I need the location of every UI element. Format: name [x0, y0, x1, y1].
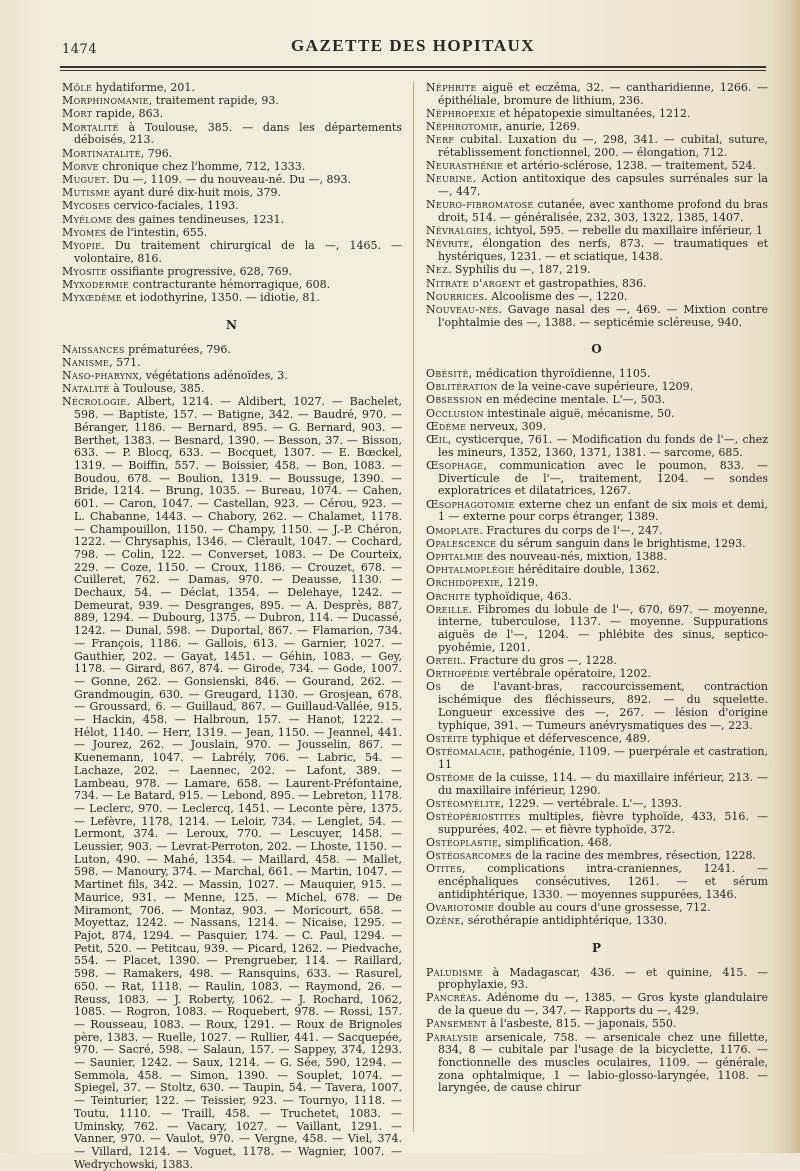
entry-term: Pancréas	[426, 991, 478, 1005]
index-entry	[62, 279, 402, 292]
index-entry	[426, 291, 768, 304]
entry-term: Muguet	[62, 172, 107, 186]
entry-references: . Albert, 1214. — Aldibert, 1027. — Bachelet, 598. — Baptiste, 157. — Batigne, 342. — Baudré, 970. — Béranger, 1186. — Bernard, 895. — G. Bernard, 903. — Berthet, 1383. — Besnard, 1390. — Besson, 37. — Bisson, 633. — P. Blocq, 633. — Bocquet, 1307. — E. Bœckel, 1319. — Boiffin, 557. — Boissier, 458. — Bon, 1083. — Boudou, 678. — Boulion, 1319. — Boussuge, 1390. — Bride, 1214. — Brung, 1035. — Bureau, 1074. — Cahen, 601. — Caron, 1047. — Castellan, 923. — Cérou, 923. — L. Chabanne, 1443. — Chabory, 262. — Chalamet, 1178. — Champouillon, 1150. — Champy, 1150. — J.-P. Chéron, 1222. — Chrysaphis, 1346. — Clérault, 1047. — Cochard, 798. — Colin, 122. — Converset, 1083. — De Courteix, 229. — Coze, 1150. — Croux, 1186. — Crouzet, 678. — Cuilleret, 762. — Damas, 970. — Deausse, 1130. — Dechaux, 54. — Déclat, 1354. — Delehaye, 1242. — Demeurat, 939. — Desgranges, 895. — A. Desprès, 887, 889, 1294. — Dubourg, 1375. — Dubron, 114. — Ducassé, 1242. — Dunal, 598. — Duportal, 867. — Flamarion, 734. — François, 1186. — Gallois, 613. — Garnier, 1027. — Gauthier, 202. — Gayat, 1451. — Géhin, 1083. — Gey, 1178. — Girard, 867, 874. — Girode, 734. — Gode, 1007. — Gonne, 262. — Gonsienski, 846. — Gourand, 262. — Grandmougin, 630. — Greugard, 1130. — Grosjean, 678. — Groussard, 6. — Guillaud, 867. — Guillaud-Vallée, 915. — Hackin, 458. — Halbroun, 157. — Hanot, 1222. — Hélot, 1140. — Herr, 1319. — Jean, 1150. — Jeannel, 441. — Jourez, 262. — Jouslain, 970. — Jousselin, 867. — Kuenemann, 1047. — Labrély, 706. — Labric, 54. — Lachaze, 202. — Laennec, 202. — Lafont, 389. — Lambeau, 978. — Lamare, 658. — Laurent-Préfontaine, 734. — Le Batard, 915. — Lebond, 895. — Lebreton, 1178. — Leclerc, 970. — Leclercq, 1451. — Leconte père, 1375. — Lefèvre, 1178, 1214. — Leloir, 734. — Lenglet, 54. — Lermont, 374. — Leroux, 770. — Lescuyer, 1458. — Leussier, 903. — Levrat-Perroton, 202. — Lhoste, 1150. — Luton, 490. — Mahé, 1354. — Maillard, 458. — Mallet, 598. — Manoury, 374. — Marchal, 661. — Martin, 1047. — Martinet fils, 342. — Massin, 1027. — Mauquier, 915. — Maurice, 931. — Menne, 125. — Michel, 678. — De Miramont, 706. — Montaz, 903. — Moricourt, 658. — Moyettaz, 1242. — Nassans, 1214. — Nicaise, 1295. — Pajot, 874, 1294. — Pasquier, 174. — C. Paul, 1294. — Petit, 520. — Petitcau, 939. — Picard, 1262. — Piedvache, 554. — Placet, 1390. — Prengrueber, 114. — Raillard, 598. — Ramakers, 498. — Ransquins, 633. — Rasurel, 650. — Rat, 1118. — Raulin, 1083. — Raymond, 26. — Reuss, 1083. — J. Roberty, 1062. — J. Rochard, 1062, 1085. — Rogron, 1083. — Roquebert, 978. — Rossi, 157. — Rousseau, 1083. — Roux, 1291. — Roux de Brignoles père, 1383. — Ruelle, 1027. — Rullier, 441. — Sacquepée, 970. — Sacré, 598. — Salaun, 157. — Sappey, 374, 1293. — Saunier, 1242. — Saux, 1214. — G. Sée, 590, 1294. — Semmola, 458. — Simon, 1390. — Souplet, 1074. — Spiegel, 37. — Stoltz, 630. — Taupin, 54. — Tavera, 1007. — Teinturier, 122. — Teissier, 923. — Tournyo, 1118. — Toutu, 1110. — Traill, 458. — Truchetet, 1083. — Uminsky, 762. — Vacary, 1027. — Vaillant, 1291. — Vanner, 970. — Vaulot, 970. — Vergne, 458. — Viel, 374. — Villard, 1214. — Voguet, 1178. — Wagnier, 1007. — Wedrychowski, 1383.	[74, 395, 402, 1171]
entry-term: Névrite	[426, 237, 470, 251]
entry-term: Mutisme	[62, 186, 111, 200]
index-entry	[426, 225, 768, 238]
entry-term: Nez	[426, 263, 448, 277]
entry-term: Ovariotomie	[426, 900, 495, 914]
entry-term: Ostéomyélite	[426, 796, 501, 810]
entry-term: Ostéoplastie	[426, 835, 499, 849]
entry-term: Mortinatalité	[62, 146, 141, 160]
index-entry	[62, 187, 402, 200]
entry-references: , 571.	[109, 355, 141, 369]
entry-term: Nécrologie	[62, 395, 127, 409]
entry-term: Môle	[62, 81, 93, 94]
index-column-left	[62, 81, 402, 1171]
entry-references: externe chez un enfant de six mois et demi, 1 — externe pour corps étranger, 1389.	[438, 497, 768, 524]
index-entry	[426, 408, 768, 421]
index-entry	[426, 304, 768, 329]
entry-term: Naissances	[62, 342, 125, 356]
section-letter: N	[226, 317, 238, 332]
entry-references: vertébrale opératoire, 1202.	[489, 667, 652, 681]
entry-references: , complications intra-craniennes, 1241. — encéphaliques consécutives, 1261. — et sérum antidiphtérique, 1330. — moyennes suppurées, 1346.	[438, 862, 768, 901]
entry-term: Obésité	[426, 367, 469, 381]
index-entry	[426, 863, 768, 901]
index-entry	[426, 902, 768, 915]
entry-references: . Action antitoxique des capsules surrénales sur la —, 447.	[438, 172, 768, 199]
entry-references: cubital. Luxation du —, 298, 341. — cubital, suture, rétablissement fonctionnel, 200. — élongation, 712.	[438, 133, 768, 160]
entry-references: à Madagascar, 436. — et quinine, 415. — prophylaxie, 93.	[438, 965, 768, 992]
entry-term: Orchite	[426, 589, 471, 603]
entry-references: nerveux, 309.	[466, 419, 547, 433]
index-entry	[426, 967, 768, 992]
entry-references: . Fractures du corps de l'—, 247.	[479, 523, 663, 537]
index-entry	[62, 383, 402, 396]
index-entry	[426, 434, 768, 459]
entry-term: Nanisme	[62, 355, 110, 369]
entry-term: Ostéite	[426, 731, 469, 745]
header-rule	[60, 66, 766, 68]
entry-references: , 1219.	[499, 576, 539, 590]
index-entry	[426, 551, 768, 564]
entry-term: Ozène	[426, 914, 461, 928]
entry-term: Myosite	[62, 264, 108, 278]
index-entry	[62, 370, 402, 383]
entry-term: Otites	[426, 862, 462, 876]
entry-term: Morphinomanie	[62, 94, 149, 108]
index-entry	[426, 837, 768, 850]
entry-references: rapide, 863.	[92, 107, 164, 121]
entry-term: Néphrotomie	[426, 120, 499, 134]
entry-references: à l'asbeste, 815. — japonais, 550.	[486, 1017, 677, 1031]
entry-term: Os	[426, 680, 442, 694]
running-title: GAZETTE DES HOPITAUX	[290, 36, 536, 55]
entry-term: Obsession	[426, 393, 483, 407]
entry-references: à Toulouse, 385.	[109, 382, 205, 396]
entry-references: , pathogénie, 1109. — puerpérale et castration, 11	[438, 744, 768, 771]
entry-references: et gastropathies, 836.	[520, 276, 647, 290]
entry-term: Oreille	[426, 602, 469, 616]
entry-references: héréditaire double, 1362.	[514, 563, 660, 577]
entry-references: des gaines tendineuses, 1231.	[112, 212, 284, 226]
index-entry	[426, 264, 768, 277]
entry-term: Œsophage	[426, 458, 484, 472]
index-entry	[426, 394, 768, 407]
entry-references: chronique chez l'homme, 712, 1333.	[98, 159, 306, 173]
entry-references: , traitement rapide, 93.	[148, 94, 279, 108]
entry-term: Omoplate	[426, 523, 480, 537]
entry-references: , simplification, 468.	[498, 835, 612, 849]
index-entry	[426, 421, 768, 434]
entry-term: Myomes	[62, 225, 107, 239]
index-entry	[62, 227, 402, 240]
entry-term: Névralgies	[426, 224, 489, 238]
entry-term: Œil	[426, 433, 448, 447]
index-entry	[62, 214, 402, 227]
index-entry	[62, 95, 402, 108]
entry-term: Ostéopériostites	[426, 809, 521, 823]
entry-term: Néphrite	[426, 81, 477, 94]
entry-references: , cysticerque, 761. — Modification du fonds de l'—, chez les mineurs, 1352, 1360, 1371, 1381. — sarcome, 685.	[438, 433, 768, 459]
entry-term: Neurine	[426, 172, 473, 186]
index-entry	[426, 915, 768, 928]
page-header	[60, 24, 766, 64]
entry-term: Nourrices	[426, 289, 485, 303]
index-entry	[426, 811, 768, 836]
entry-references: . Du traitement chirurgical de la —, 1465. — volontaire, 816.	[74, 238, 402, 265]
entry-references: , élongation des nerfs, 873. — traumatiques et hystériques, 1231. — et sciatique, 1438.	[438, 237, 768, 264]
entry-references: . Alcoolisme des —, 1220.	[484, 289, 628, 303]
entry-references: de la cuisse, 114. — du maxillaire inférieur, 213. — du maxillaire inférieur, 1290.	[438, 770, 768, 797]
section-letter: P	[591, 940, 603, 955]
entry-references: typhique et défervescence, 489.	[468, 731, 651, 745]
entry-term: Orchidopexie	[426, 576, 500, 590]
entry-references: de l'intestin, 655.	[106, 225, 208, 239]
index-entry	[426, 850, 768, 863]
page-number: 1474	[62, 42, 98, 57]
entry-term: Œdème	[426, 419, 467, 433]
index-entry	[62, 240, 402, 265]
entry-references: . Gavage nasal des —, 469. — Mixtion contre l'ophtalmie des —, 1388. — septicémie scléreuse, 940.	[438, 302, 768, 329]
index-entry	[426, 381, 768, 394]
entry-term: Ostéosarcomes	[426, 849, 512, 863]
index-entry	[426, 460, 768, 498]
entry-term: Nerf	[426, 133, 455, 147]
entry-term: Ophtalmoplégie	[426, 563, 515, 577]
entry-term: Opalescence	[426, 536, 497, 550]
index-entry	[62, 174, 402, 187]
index-entry	[426, 134, 768, 159]
entry-references: contracturante hémorragique, 608.	[129, 278, 331, 292]
index-entry	[426, 160, 768, 173]
entry-term: Ostéome	[426, 770, 475, 784]
index-entry	[426, 1018, 768, 1031]
index-entry	[426, 1032, 768, 1096]
entry-references: aiguë et eczéma, 32. — cantharidienne, 1266. — épithéliale, bromure de lithium, 236.	[438, 81, 768, 107]
entry-references: en médecine mentale. L'—, 503.	[482, 393, 666, 407]
entry-term: Myxodermie	[62, 278, 130, 292]
entry-references: double au cours d'une grossesse, 712.	[494, 900, 711, 914]
index-entry	[62, 200, 402, 213]
entry-term: Neuro-fibromatose	[426, 198, 534, 212]
index-entry	[62, 266, 402, 279]
entry-references: et artério-sclérose, 1238. — traitement, 524.	[503, 159, 756, 173]
entry-term: Ophtalmie	[426, 549, 484, 563]
index-entry	[426, 591, 768, 604]
entry-references: , communication avec le poumon, 833. — Diverticule de l'—, traitement, 1204. — sondes exploratrices et dilatatrices, 1267.	[438, 458, 768, 498]
index-entry	[62, 357, 402, 370]
entry-references: , ichtyol, 595. — rebelle du maxillaire inférieur, 1	[488, 224, 763, 238]
entry-references: . Fibromes du lobule de l'—, 670, 697. — moyenne, interne, tuberculose, 1137. — moyenne. Suppurations aiguës de l'—, 1204. — phlébite des sinus, septico-pyohémie, 1201.	[438, 602, 768, 654]
index-entry	[426, 733, 768, 746]
column-divider	[413, 82, 414, 1132]
entry-term: Mortalité	[62, 120, 119, 134]
index-entry	[426, 278, 768, 291]
index-entry	[426, 525, 768, 538]
entry-references: typhoïdique, 463.	[470, 589, 572, 603]
header-rule-thin	[60, 70, 766, 71]
entry-term: Oblitération	[426, 380, 498, 394]
index-entry	[62, 82, 402, 95]
index-entry	[426, 82, 768, 107]
entry-term: Ostéomalacie	[426, 744, 503, 758]
index-entry	[426, 538, 768, 551]
entry-references: , 796.	[140, 146, 173, 160]
entry-references: et hépatopexie simultanées, 1212.	[495, 106, 691, 120]
index-entry	[426, 681, 768, 732]
entry-references: intestinale aiguë, mécanisme, 50.	[483, 406, 675, 420]
entry-references: arsenicale, 758. — arsenicale chez une fillette, 834, 8 — cubitale par l'usage de la bicyclette, 1176. — fonctionnelle des muscles oculaires, 1109. — générale, zona ophtalmique, 1 — labio-glosso-laryngée, 1108. — laryngée, de cause chirur	[438, 1030, 768, 1095]
section-letter: O	[591, 342, 603, 357]
entry-term: Néphropexie	[426, 106, 496, 120]
index-entry	[62, 148, 402, 161]
index-entry	[426, 668, 768, 681]
entry-term: Nitrate d'argent	[426, 276, 521, 290]
entry-term: Orthopédie	[426, 667, 490, 681]
entry-references: à Toulouse, 385. — dans les départements déboisés, 213.	[74, 120, 402, 147]
entry-term: Paludisme	[426, 965, 483, 979]
index-entry	[62, 108, 402, 121]
index-entry	[62, 161, 402, 174]
index-entry	[426, 772, 768, 797]
entry-term: Nouveau-nés	[426, 302, 499, 316]
entry-references: ayant duré dix-huit mois, 379.	[110, 186, 281, 200]
entry-references: cutanée, avec xanthome profond du bras droit, 514. — généralisée, 232, 303, 1322, 1385, 1407.	[438, 198, 768, 225]
entry-term: Morve	[62, 159, 99, 173]
entry-references: . Fracture du gros —, 1228.	[462, 654, 617, 668]
entry-references: . Syphilis du —, 187, 219.	[447, 263, 591, 277]
entry-references: , anurie, 1269.	[498, 120, 581, 134]
entry-references: de la veine-cave supérieure, 1209.	[497, 380, 694, 394]
entry-term: Naso-pharynx	[62, 369, 139, 383]
index-entry	[426, 564, 768, 577]
entry-references: . Du —, 1109. — du nouveau-né. Du —, 893.	[106, 172, 351, 186]
index-entry	[62, 344, 402, 357]
index-entry	[426, 499, 768, 524]
entry-references: , 1229. — vertébrale. L'—, 1393.	[500, 796, 682, 810]
entry-term: Mort	[62, 107, 93, 121]
index-column-right	[426, 82, 768, 1142]
entry-term: Myopie	[62, 238, 102, 252]
index-entry	[426, 992, 768, 1017]
index-entry	[426, 108, 768, 121]
entry-references: , médication thyroïdienne, 1105.	[468, 367, 651, 381]
entry-references: de la racine des membres, résection, 1228.	[511, 849, 757, 863]
entry-references: du sérum sanguin dans le brightisme, 1293.	[496, 536, 746, 550]
entry-term: Myélome	[62, 212, 113, 226]
entry-term: Natalité	[62, 382, 110, 396]
entry-term: Mycoses	[62, 199, 110, 213]
index-entry	[426, 798, 768, 811]
entry-references: et iodothyrine, 1350. — idiotie, 81.	[121, 291, 320, 305]
index-entry	[62, 122, 402, 147]
entry-references: des nouveau-nés, mixtion, 1388.	[483, 549, 667, 563]
index-entry	[62, 292, 402, 305]
index-entry	[426, 746, 768, 771]
entry-references: . Adénome du —, 1385. — Gros kyste glandulaire de la queue du —, 347. — Rapports du —, 429.	[438, 991, 768, 1018]
entry-references: multiples, fièvre typhoïde, 433, 516. — suppurées, 402. — et fièvre typhoïde, 372.	[438, 809, 768, 836]
entry-term: Neurasthénie	[426, 159, 504, 173]
entry-references: prématurées, 796.	[124, 342, 231, 356]
index-entry	[426, 577, 768, 590]
entry-references: cervico-faciales, 1193.	[109, 199, 239, 213]
entry-term: Orteil	[426, 654, 463, 668]
page-edge-shadow	[772, 0, 800, 1153]
entry-references: ossifiante progressive, 628, 769.	[107, 264, 293, 278]
index-entry	[426, 173, 768, 198]
entry-term: Pansement	[426, 1017, 487, 1031]
entry-references: , sérothérapie antidiphtérique, 1330.	[460, 914, 668, 928]
entry-references: de l'avant-bras, raccourcissement, contraction ischémique des fléchisseurs, 892. — du squelette. Longueur excessive des —, 267. — lésion d'origine typhique, 391. — Tumeurs anévrysmatiques des —, 223.	[438, 680, 768, 732]
entry-references: hydatiforme, 201.	[92, 81, 195, 94]
index-entry	[426, 655, 768, 668]
entry-references: , végétations adénoïdes, 3.	[138, 369, 288, 383]
entry-term: Occlusion	[426, 406, 484, 420]
index-entry	[426, 238, 768, 263]
entry-term: Paralysie	[426, 1030, 479, 1044]
index-entry	[62, 396, 402, 1171]
index-entry	[426, 121, 768, 134]
index-entry	[426, 604, 768, 655]
entry-term: Myxœdème	[62, 291, 122, 305]
entry-term: Œsophagotomie	[426, 497, 515, 511]
index-entry	[426, 199, 768, 224]
index-entry	[426, 368, 768, 381]
